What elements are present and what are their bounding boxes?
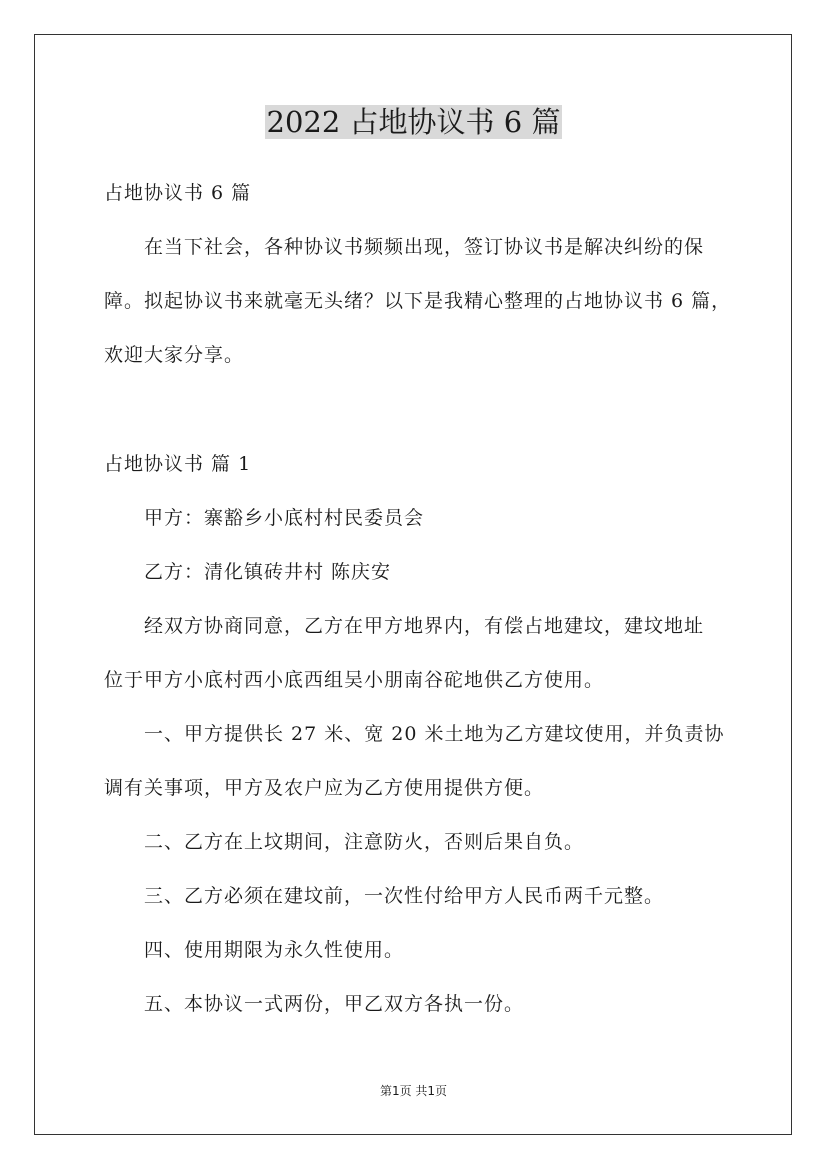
party-a: 甲方：寨豁乡小底村村民委员会 (144, 507, 425, 529)
body-line-8: 五、本协议一式两份，甲乙双方各执一份。 (144, 993, 525, 1015)
body-line-3: 一、甲方提供长 27 米、宽 20 米土地为乙方建坟使用，并负责协 (144, 723, 725, 745)
body-line-5: 二、乙方在上坟期间，注意防火，否则后果自负。 (144, 831, 585, 853)
intro-line-3: 欢迎大家分享。 (104, 344, 245, 366)
page-footer: 第1页 共1页 (379, 1084, 448, 1098)
body-line-2: 位于甲方小底村西小底西组吴小朋南谷砣地供乙方使用。 (104, 669, 605, 691)
section-heading: 占地协议书 篇 1 (104, 453, 252, 475)
body-line-7: 四、使用期限为永久性使用。 (144, 939, 405, 961)
document-title-text: 2022 占地协议书 6 篇 (266, 105, 561, 139)
body-line-4: 调有关事项，甲方及农户应为乙方使用提供方便。 (104, 777, 545, 799)
document-subtitle: 占地协议书 6 篇 (104, 182, 252, 204)
body-line-1: 经双方协商同意，乙方在甲方地界内，有偿占地建坟，建坟地址 (144, 615, 705, 637)
intro-line-2: 障。拟起协议书来就毫无头绪？以下是我精心整理的占地协议书 6 篇， (104, 290, 732, 312)
intro-line-1: 在当下社会，各种协议书频频出现，签订协议书是解决纠纷的保 (144, 236, 705, 258)
body-line-6: 三、乙方必须在建坟前，一次性付给甲方人民币两千元整。 (144, 885, 665, 907)
party-b: 乙方：清化镇砖井村 陈庆安 (144, 561, 392, 583)
document-title (0, 100, 827, 144)
